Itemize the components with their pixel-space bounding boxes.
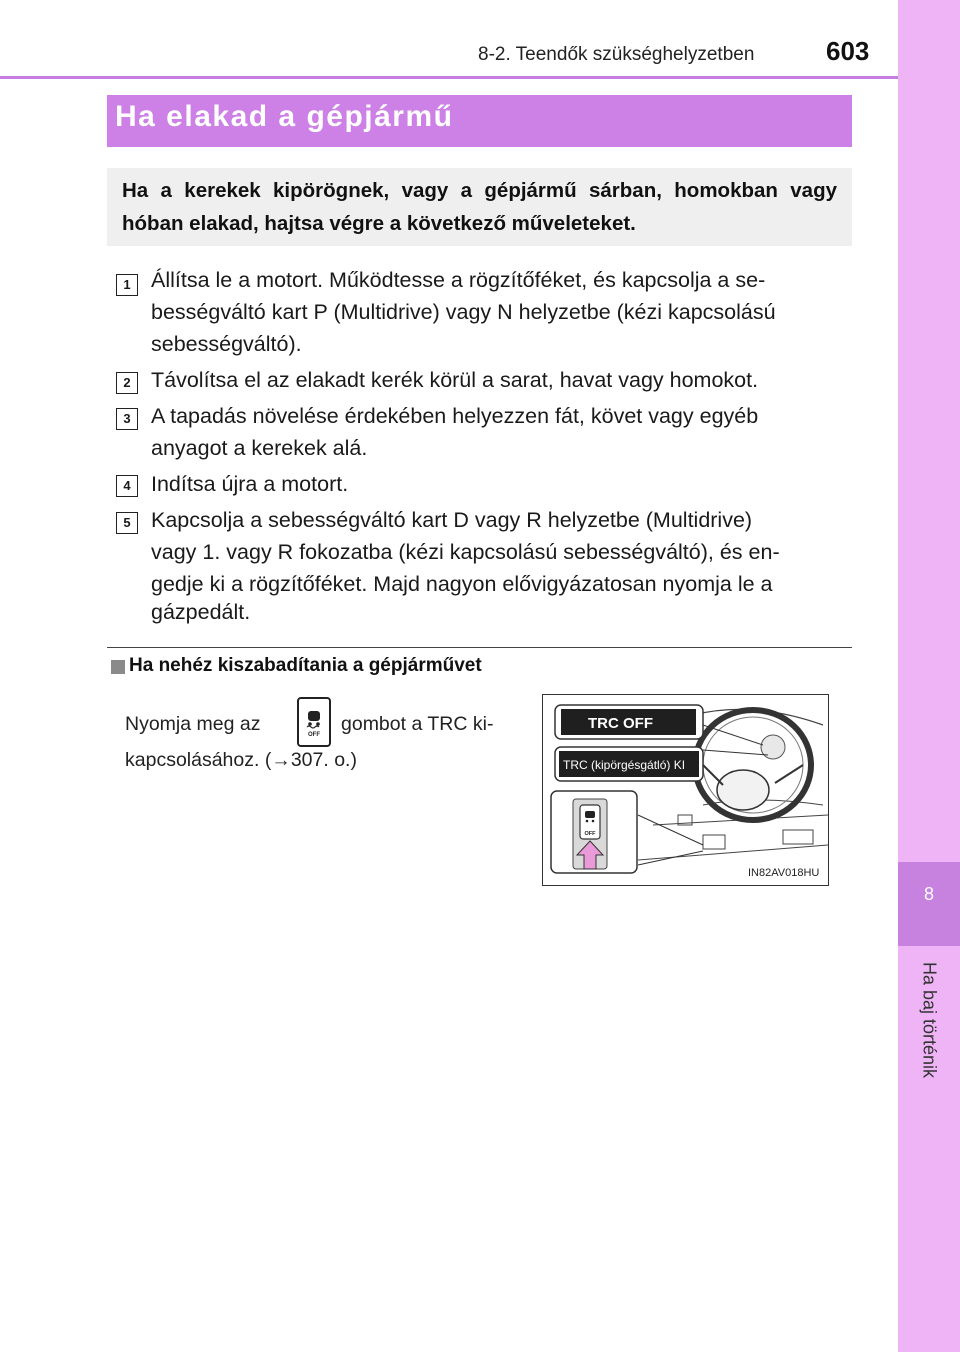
step-number-2: 2: [116, 372, 138, 394]
step-number-4: 4: [116, 475, 138, 497]
trc-off-button-label: OFF: [308, 732, 320, 738]
trc-off-button-icon: [297, 697, 331, 747]
inset-button-label: OFF: [584, 831, 596, 837]
header-rule: [0, 76, 898, 79]
note-text-part-3: kapcsolásához. (→307. o.): [125, 749, 357, 771]
trc-illustration: [542, 694, 829, 886]
step-number-5: 5: [116, 512, 138, 534]
step-1-line-2: bességváltó kart P (Multidrive) vagy N helyzetbe (kézi kapcsolású: [151, 300, 776, 324]
page-number: 603: [826, 36, 870, 66]
subsection-bullet-icon: [111, 660, 125, 674]
section-label: 8-2. Teendők szükséghelyzetben: [478, 44, 755, 65]
step-1-line-1: Állítsa le a motort. Működtesse a rögzítőféket, és kapcsolja a se-: [151, 268, 766, 292]
step-2-line-1: Távolítsa el az elakadt kerék körül a sarat, havat vagy homokot.: [151, 368, 759, 392]
step-3-line-1: A tapadás növelése érdekében helyezzen fát, követ vagy egyéb: [151, 404, 759, 428]
step-5-line-3: gedje ki a rögzítőféket. Majd nagyon elővigyázatosan nyomja le a: [151, 572, 773, 596]
chapter-number: 8: [923, 884, 934, 904]
display-text: TRC OFF: [588, 715, 653, 732]
note-text-part-1: Nyomja meg az: [125, 713, 261, 735]
figure-code: IN82AV018HU: [748, 867, 820, 879]
step-4-line-1: Indítsa újra a motort.: [151, 472, 349, 496]
subsection-heading: Ha nehéz kiszabadítania a gépjárművet: [129, 655, 482, 676]
step-5-line-2: vagy 1. vagy R fokozatba (kézi kapcsolású sebességváltó), és en-: [151, 540, 780, 564]
note-text-part-2: gombot a TRC ki-: [341, 713, 494, 735]
side-tab: [898, 0, 960, 1352]
step-number-1: 1: [116, 274, 138, 296]
step-number-3: 3: [116, 408, 138, 430]
step-3-line-2: anyagot a kerekek alá.: [151, 436, 368, 460]
section-divider: [107, 647, 852, 648]
step-1-line-3: sebességváltó).: [151, 332, 302, 356]
intro-text: Ha a kerekek kipörögnek, vagy a gépjármű sárban, homokban vagy hóban elakad, hajtsa végre a következő műveleteket.: [122, 179, 837, 235]
step-5-line-4: gázpedált.: [151, 600, 251, 624]
display-label: TRC (kipörgésgátló) KI: [563, 758, 686, 772]
chapter-label: Ha baj történik: [919, 961, 940, 1079]
step-5-line-1: Kapcsolja a sebességváltó kart D vagy R helyzetbe (Multidrive): [151, 508, 753, 532]
page-title: Ha elakad a gépjármű: [115, 100, 454, 133]
